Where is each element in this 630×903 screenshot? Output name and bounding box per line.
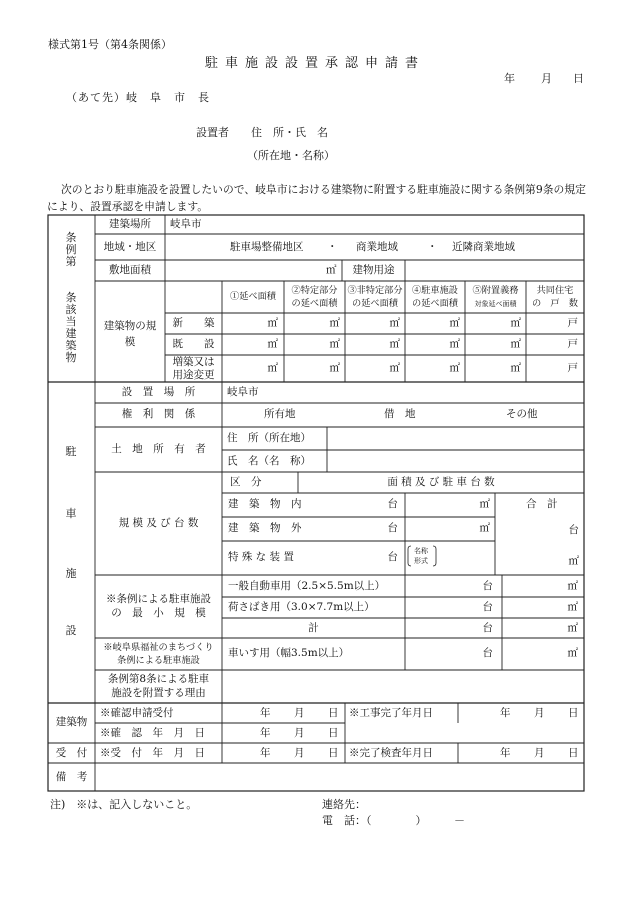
unit-dai: 台 — [387, 551, 398, 563]
site-label: 建築場所 — [109, 218, 151, 230]
footer-phone: 電 話：（ ） － — [322, 814, 465, 827]
inspection-label: ※完了検査年月日 — [349, 747, 433, 759]
confirm-accept-label: ※確認申請受付 — [100, 707, 174, 719]
confirm-date-label: ※確 認 年 月 日 — [100, 727, 205, 739]
building-scale-label: 建築物の規 模 — [103, 320, 178, 348]
header-month: 月 — [541, 72, 552, 85]
unit-sqm: ㎡ — [479, 498, 490, 510]
intro-text: 次のとおり駐車施設を設置したいので、岐阜市における建築物に附置する駐車施設に関する条例第9条の規定により、設置承認を申請します。 — [47, 183, 586, 213]
area-count-head: 面 積 及 び 駐 車 台 数 — [387, 476, 495, 488]
welfare-label-2: 条例による駐車施設 — [117, 655, 200, 666]
zone-dot-1: ・ — [327, 241, 338, 253]
col-head-parking-1: ④駐車施設 — [412, 285, 458, 296]
unit-sqm: ㎡ — [567, 601, 578, 613]
rights-owned: 所有地 — [264, 408, 296, 420]
place-label: 設 置 場 所 — [121, 386, 196, 398]
format-label: 形式 — [414, 557, 428, 565]
addressee: （あて先）岐 阜 市 長 — [66, 91, 210, 104]
unit-sqm: ㎡ — [329, 338, 340, 350]
header-day: 日 — [573, 72, 584, 85]
loading-label: 荷さばき用（3.0×7.7m以上） — [228, 601, 375, 613]
unit-sqm: ㎡ — [449, 338, 460, 350]
footer-note: 注) ※は、記入しないこと。 — [50, 798, 198, 811]
site-value: 岐阜市 — [170, 218, 202, 230]
row-label-extension-1: 増築又は — [172, 356, 215, 368]
receipt-day: 日 — [328, 747, 339, 759]
row-label-new: 新 築 — [172, 317, 215, 329]
unit-sqm: ㎡ — [567, 647, 578, 659]
reason-label-1: 条例第8条による駐車 — [107, 673, 210, 685]
unit-sqm: ㎡ — [389, 338, 400, 350]
unit-sqm: ㎡ — [389, 317, 400, 329]
col-head-parking-2: の延べ面積 — [412, 298, 458, 309]
owner-name-label: 氏 名（名 称） — [227, 455, 311, 467]
owner-address-label: 住 所（所在地） — [227, 432, 311, 444]
confirm-accept-year: 年 — [260, 707, 271, 719]
col-head-specified-1: ②特定部分 — [291, 285, 338, 296]
col-head-obligation-1: ⑤附置義務 — [472, 285, 519, 296]
lot-area-unit: ㎡ — [326, 264, 337, 276]
total-label: 合 計 — [526, 498, 558, 510]
col-head-units-1: 共同住宅 — [536, 285, 574, 296]
unit-sqm: ㎡ — [389, 362, 400, 374]
zone-option-parking: 駐車場整備地区 — [230, 241, 304, 253]
reception-label: 受 付 — [55, 747, 88, 759]
confirm-month: 月 — [294, 727, 305, 739]
zone-label: 地域・地区 — [103, 241, 157, 253]
inspection-year: 年 — [500, 747, 511, 759]
lot-area-label: 敷地面積 — [109, 264, 151, 276]
sec2-side-3: 施 — [65, 567, 77, 580]
col-head-obligation-2: 対象延べ面積 — [474, 300, 517, 308]
form-title: 駐車施設設置承認申請書 — [204, 56, 425, 71]
unit-sqm: ㎡ — [449, 362, 460, 374]
unit-sqm: ㎡ — [329, 362, 340, 374]
applicant-sub-label: （所在地・名称） — [247, 149, 335, 162]
col-head-specified-2: の延べ面積 — [291, 298, 338, 309]
unit-sqm: ㎡ — [329, 317, 340, 329]
sec2-side-2: 車 — [65, 507, 77, 520]
unit-ko: 戸 — [567, 362, 578, 374]
inside-label: 建 築 物 内 — [228, 498, 302, 510]
sum-label: 計 — [308, 622, 319, 634]
footer-contact: 連絡先： — [322, 798, 366, 811]
sec1-side-bottom: 条該当建築物 — [65, 291, 77, 364]
unit-sqm: ㎡ — [510, 362, 521, 374]
unit-dai: 台 — [387, 522, 398, 534]
wheelchair-label: 車いす用（幅3.5m以上） — [228, 647, 350, 659]
rights-label: 権 利 関 係 — [121, 408, 196, 420]
col-head-units-2: の 戸 数 — [532, 298, 578, 309]
min-scale-label-1: ※条例による駐車施設 — [106, 593, 211, 605]
col-head-nonspec-2: の延べ面積 — [352, 298, 398, 309]
receipt-month: 月 — [294, 747, 305, 759]
inspection-day: 日 — [568, 747, 579, 759]
sec2-side-4: 設 — [65, 624, 77, 637]
zone-option-commercial: 商業地域 — [356, 241, 398, 253]
unit-ko: 戸 — [567, 317, 578, 329]
unit-dai: 台 — [387, 498, 398, 510]
zone-dot-2: ・ — [427, 241, 438, 253]
unit-sqm: ㎡ — [479, 522, 490, 534]
place-value: 岐阜市 — [227, 386, 259, 398]
welfare-label-1: ※岐阜県福祉のまちづくり — [103, 642, 214, 653]
completion-year: 年 — [500, 707, 511, 719]
col-head-total-area: ①延べ面積 — [230, 291, 276, 302]
header-year: 年 — [504, 72, 515, 85]
name-label: 名称 — [414, 547, 428, 555]
row-label-extension-2: 用途変更 — [172, 369, 215, 381]
completion-label: ※工事完了年月日 — [349, 707, 433, 719]
receipt-year: 年 — [260, 747, 271, 759]
unit-dai: 台 — [482, 601, 493, 613]
rights-other: その他 — [506, 408, 538, 420]
unit-sqm: ㎡ — [267, 317, 278, 329]
unit-sqm: ㎡ — [510, 317, 521, 329]
total-sqm: ㎡ — [568, 555, 579, 567]
special-device-label: 特 殊 な 装 置 — [228, 551, 294, 563]
unit-sqm: ㎡ — [567, 580, 578, 592]
building-label: 建築物 — [55, 716, 88, 728]
unit-sqm: ㎡ — [267, 338, 278, 350]
completion-month: 月 — [534, 707, 545, 719]
receipt-date-label: ※受 付 年 月 日 — [100, 747, 205, 759]
kubun-label: 区 分 — [230, 476, 262, 488]
unit-sqm: ㎡ — [567, 622, 578, 634]
unit-dai: 台 — [482, 622, 493, 634]
general-car-label: 一般自動車用（2.5×5.5m以上） — [228, 580, 386, 592]
confirm-accept-month: 月 — [294, 707, 305, 719]
confirm-year: 年 — [260, 727, 271, 739]
total-dai: 台 — [568, 524, 579, 536]
applicant-label: 設置者 住 所・氏 名 — [196, 126, 328, 139]
owner-label: 土 地 所 有 者 — [111, 443, 206, 455]
inspection-month: 月 — [534, 747, 545, 759]
unit-sqm: ㎡ — [510, 338, 521, 350]
building-use-label: 建物用途 — [352, 264, 395, 276]
outside-label: 建 築 物 外 — [228, 522, 302, 534]
form-number: 様式第1号（第4条関係） — [48, 38, 172, 51]
min-scale-label-2: の 最 小 規 模 — [111, 607, 206, 619]
confirm-accept-day: 日 — [328, 707, 339, 719]
confirm-day: 日 — [328, 727, 339, 739]
completion-day: 日 — [568, 707, 579, 719]
sec2-side-1: 駐 — [65, 445, 77, 458]
zone-option-neighborhood: 近隣商業地域 — [452, 241, 515, 253]
rights-leased: 借 地 — [384, 408, 416, 420]
unit-dai: 台 — [482, 580, 493, 592]
sec1-side-top: 条例第 — [65, 231, 77, 268]
remarks-label: 備 考 — [55, 771, 88, 783]
scale-count-label: 規 模 及 び 台 数 — [118, 517, 199, 529]
unit-sqm: ㎡ — [267, 362, 278, 374]
reason-label-2: 施設を附置する理由 — [111, 687, 206, 699]
unit-ko: 戸 — [567, 338, 578, 350]
unit-sqm: ㎡ — [449, 317, 460, 329]
unit-dai: 台 — [482, 647, 493, 659]
col-head-nonspec-1: ③非特定部分 — [347, 285, 403, 296]
row-label-existing: 既 設 — [172, 338, 215, 350]
